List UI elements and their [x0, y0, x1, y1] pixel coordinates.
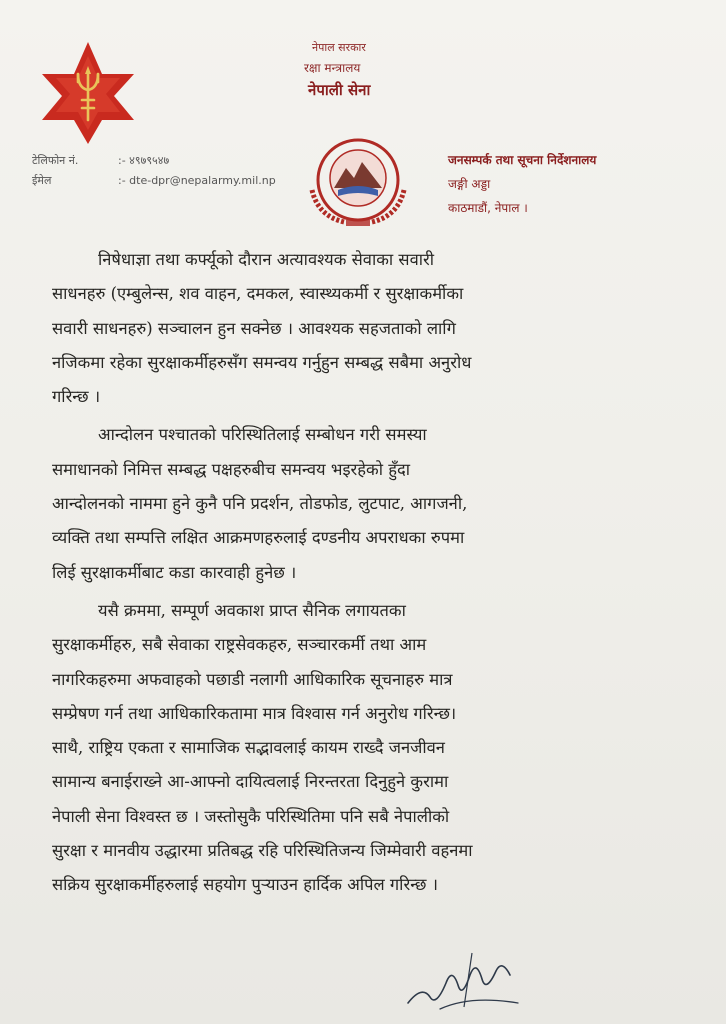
- text-line: यसै क्रममा, सम्पूर्ण अवकाश प्राप्त सैनिक लगायतका: [98, 600, 406, 620]
- text-line: समाधानको निमित्त सम्बद्ध पक्षहरुबीच समन्वय भइरहेको हुँदा: [52, 459, 411, 479]
- email-value: :- dte-dpr@nepalarmy.mil.np: [118, 173, 276, 187]
- directorate-block: [448, 150, 596, 222]
- text-line: सामान्य बनाईराख्ने आ-आफ्नो दायित्वलाई निरन्तरता दिनुहुने कुरामा: [52, 772, 449, 792]
- ministry-name: रक्षा मन्त्रालय: [304, 61, 361, 75]
- text-line: सम्प्रेषण गर्न तथा आधिकारिकतामा मात्र विश्वास गर्न अनुरोध गरिन्छ।: [52, 703, 457, 723]
- text-line: साधनहरु (एम्बुलेन्स, शव वाहन, दमकल, स्वास्थ्यकर्मी र सुरक्षाकर्मीका: [52, 284, 464, 304]
- text-line: नागरिकहरुमा अफवाहको पछाडी नलागी आधिकारिक सूचनाहरु मात्र: [52, 669, 453, 689]
- text-line: साथै, राष्ट्रिय एकता र सामाजिक सद्भावलाई कायम राख्दै जनजीवन: [52, 738, 445, 758]
- letter-body: [52, 243, 686, 903]
- letterhead: [260, 40, 430, 100]
- phone-row: [32, 150, 276, 170]
- text-line: सवारी साधनहरु) सञ्चालन हुन सक्नेछ । आवश्यक सहजताको लागि: [52, 318, 456, 338]
- text-line: निषेधाज्ञा तथा कर्फ्यूको दौरान अत्यावश्यक सेवाका सवारी: [98, 250, 435, 269]
- text-line: आन्दोलन पश्चातको परिस्थितिलाई सम्बोधन गरी समस्या: [98, 425, 427, 445]
- text-line: लिई सुरक्षाकर्मीबाट कडा कारवाही हुनेछ ।: [52, 562, 297, 582]
- text-line: सक्रिय सुरक्षाकर्मीहरुलाई सहयोग पुऱ्याउन हार्दिक अपिल गरिन्छ ।: [52, 875, 438, 895]
- directorate-name: जनसम्पर्क तथा सूचना निर्देशनालय: [448, 153, 597, 167]
- text-line: व्यक्ति तथा सम्पत्ति लक्षित आक्रमणहरुलाई दण्डनीय अपराधका रुपमा: [52, 528, 465, 548]
- text-line: नजिकमा रहेका सुरक्षाकर्मीहरुसँग समन्वय गर्नुहुन सम्बद्ध सबैमा अनुरोध: [52, 352, 472, 372]
- paragraph-1: [52, 243, 686, 414]
- directorate-city: काठमाडौं, नेपाल ।: [448, 201, 528, 215]
- text-line: गरिन्छ ।: [52, 387, 101, 407]
- paragraph-3: [52, 594, 686, 903]
- text-line: नेपाली सेना विश्वस्त छ । जस्तोसुकै परिस्थितिमा पनि सबै नेपालीको: [52, 806, 450, 826]
- nepal-army-emblem-icon: [40, 38, 136, 148]
- contact-block: [32, 150, 276, 190]
- signature-icon: [400, 945, 530, 1015]
- directorate-location: जङ्गी अड्डा: [448, 177, 491, 191]
- text-line: सुरक्षा र मानवीय उद्धारमा प्रतिबद्ध रहि परिस्थितिजन्य जिम्मेवारी वहनमा: [52, 841, 473, 861]
- paragraph-2: [52, 418, 686, 589]
- phone-label: टेलिफोन नं.: [32, 153, 79, 167]
- email-label: ईमेल: [32, 173, 52, 187]
- government-name: नेपाल सरकार: [312, 41, 366, 54]
- phone-value: :- ४९७९५४७: [118, 153, 170, 167]
- army-name: नेपाली सेना: [308, 81, 371, 99]
- directorate-seal-icon: [298, 130, 418, 234]
- text-line: आन्दोलनको नाममा हुने कुनै पनि प्रदर्शन, तोडफोड, लुटपाट, आगजनी,: [52, 494, 468, 514]
- email-row: [32, 170, 276, 190]
- text-line: सुरक्षाकर्मीहरु, सबै सेवाका राष्ट्रसेवकहरु, सञ्चारकर्मी तथा आम: [52, 635, 427, 655]
